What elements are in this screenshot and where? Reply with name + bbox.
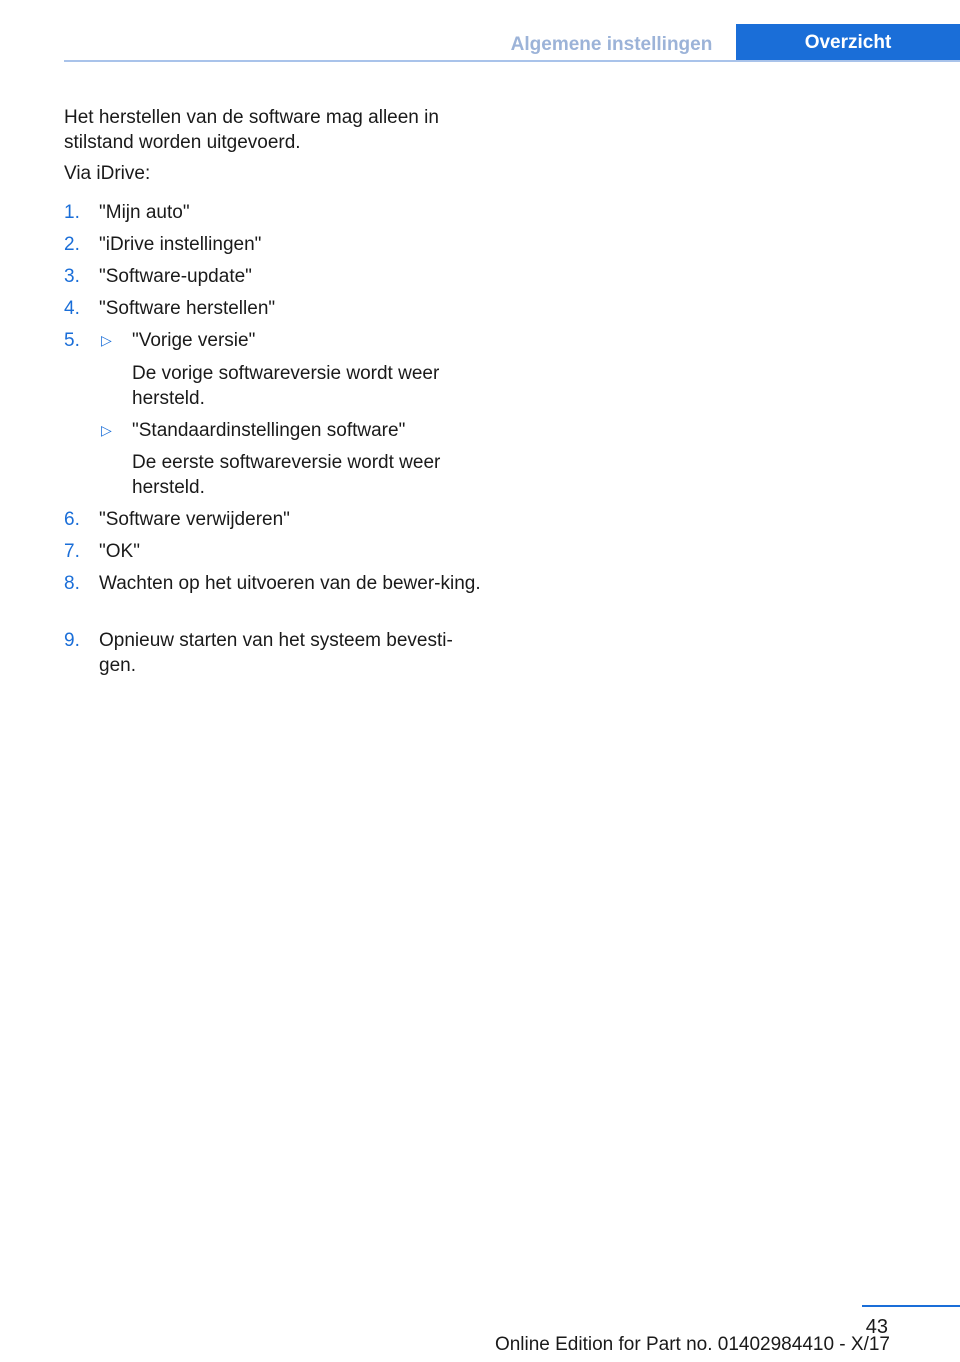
step-number: 3. [64,266,80,287]
step-text: "Software-update" [99,266,252,287]
step-number: 5. [64,330,80,351]
step-text: Wachten op het uitvoeren van de bewer-king. [99,573,481,594]
step-text: Opnieuw starten van het systeem bevesti-gen. [99,630,453,676]
step-number: 7. [64,541,80,562]
step-text: "iDrive instellingen" [99,234,262,255]
intro-paragraph: Het herstellen van de software mag alleen in stilstand worden uitgevoerd. [64,107,439,153]
header-tab-overzicht[interactable]: Overzicht [736,24,960,62]
step-number: 6. [64,509,80,530]
footer-divider [862,1305,960,1307]
step-text: "OK" [99,541,140,562]
page-number: 43 [865,1316,888,1338]
step-number: 1. [64,202,80,223]
step-text: "Software verwijderen" [99,509,290,530]
step-number: 4. [64,298,80,319]
triangle-bullet-icon: ▷ [101,422,112,438]
option-label: "Vorige versie" [132,330,256,351]
header-section-title: Algemene instellingen [510,34,713,55]
option-description: De eerste softwareversie wordt weer hersteld. [132,452,441,498]
header-divider [64,60,960,62]
step-text: "Software herstellen" [99,298,276,319]
step-text: "Mijn auto" [99,202,190,223]
online-edition-note: Online Edition for Part no. 01402984410 - X/17 [494,1334,890,1355]
step-number: 9. [64,630,80,651]
triangle-bullet-icon: ▷ [101,332,112,348]
intro-via-idrive: Via iDrive: [64,163,151,184]
option-description: De vorige softwareversie wordt weer hersteld. [132,363,440,409]
step-number: 2. [64,234,80,255]
option-label: "Standaardinstellingen software" [132,420,406,441]
step-number: 8. [64,573,80,594]
